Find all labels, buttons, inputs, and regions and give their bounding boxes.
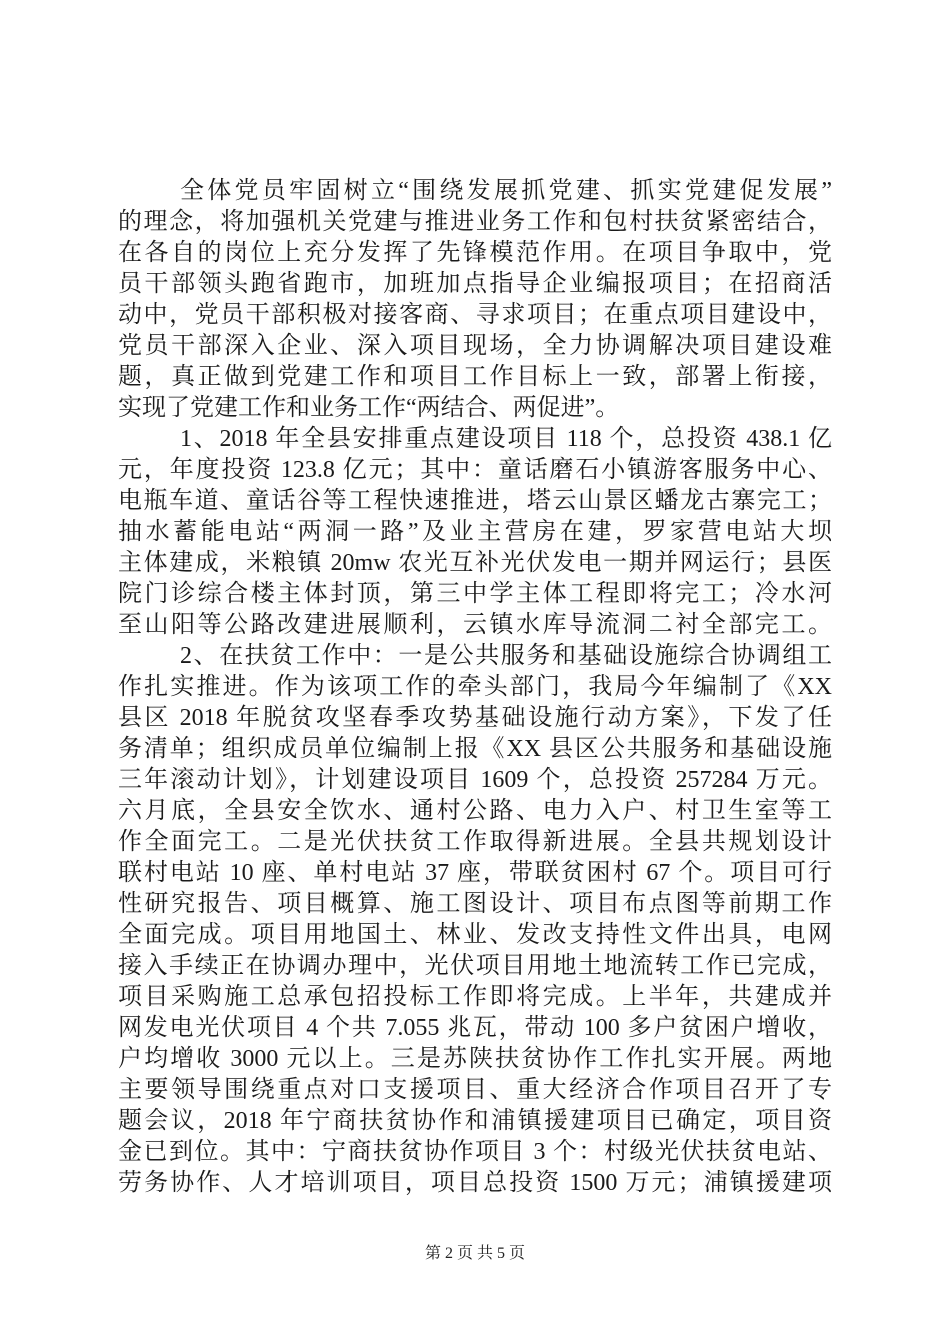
text-line: 金已到位。其中：宁商扶贫协作项目 3 个：村级光伏扶贫电站、: [118, 1139, 832, 1165]
text-line: 全体党员牢固树立“围绕发展抓党建、抓实党建促发展”: [180, 178, 832, 204]
text-line: 实现了党建工作和业务工作“两结合、两促进”。: [118, 395, 620, 421]
text-line: 全面完成。项目用地国土、林业、发改支持性文件出具，电网: [118, 922, 832, 948]
text-line: 题会议，2018 年宁商扶贫协作和浦镇援建项目已确定，项目资: [118, 1108, 832, 1134]
text-line: 的理念，将加强机关党建与推进业务工作和包村扶贫紧密结合，: [118, 209, 832, 235]
text-line: 联村电站 10 座、单村电站 37 座，带联贫困村 67 个。项目可行: [118, 860, 832, 886]
text-line: 项目采购施工总承包招投标工作即将完成。上半年，共建成并: [118, 984, 832, 1010]
text-line: 性研究报告、项目概算、施工图设计、项目布点图等前期工作: [118, 891, 832, 917]
text-line: 劳务协作、人才培训项目，项目总投资 1500 万元；浦镇援建项: [118, 1170, 832, 1196]
text-line: 三年滚动计划》，计划建设项目 1609 个，总投资 257284 万元。: [118, 767, 832, 793]
text-line: 电瓶车道、童话谷等工程快速推进，塔云山景区蟠龙古寨完工；: [118, 488, 832, 514]
text-line: 作全面完工。二是光伏扶贫工作取得新进展。全县共规划设计: [118, 829, 832, 855]
text-line: 员干部领头跑省跑市，加班加点指导企业编报项目；在招商活: [118, 271, 832, 297]
text-line: 务清单；组织成员单位编制上报《XX 县区公共服务和基础设施: [118, 736, 832, 762]
text-line: 作扎实推进。作为该项工作的牵头部门，我局今年编制了《XX: [118, 674, 832, 700]
text-line: 县区 2018 年脱贫攻坚春季攻势基础设施行动方案》，下发了任: [118, 705, 832, 731]
text-line: 元，年度投资 123.8 亿元；其中：童话磨石小镇游客服务中心、: [118, 457, 832, 483]
paragraph-party-building: [118, 176, 832, 424]
text-line: 六月底，全县安全饮水、通村公路、电力入户、村卫生室等工: [118, 798, 832, 824]
page-footer: 第 2 页 共 5 页: [424, 1245, 525, 1262]
text-line: 网发电光伏项目 4 个共 7.055 兆瓦，带动 100 多户贫困户增收，: [118, 1015, 832, 1041]
text-line: 主要领导围绕重点对口支援项目、重大经济合作项目召开了专: [118, 1077, 832, 1103]
text-line: 接入手续正在协调办理中，光伏项目用地土地流转工作已完成，: [118, 953, 832, 979]
paragraph-key-projects: [118, 424, 832, 641]
text-line: 主体建成，米粮镇 20mw 农光互补光伏发电一期并网运行；县医: [118, 550, 832, 576]
body-text: [118, 176, 832, 1199]
text-line: 党员干部深入企业、深入项目现场，全力协调解决项目建设难: [118, 333, 832, 359]
text-line: 1、2018 年全县安排重点建设项目 118 个，总投资 438.1 亿: [180, 426, 832, 452]
text-line: 动中，党员干部积极对接客商、寻求项目；在重点项目建设中，: [118, 302, 832, 328]
text-line: 院门诊综合楼主体封顶，第三中学主体工程即将完工；冷水河: [118, 581, 832, 607]
text-line: 题，真正做到党建工作和项目工作目标上一致，部署上衔接，: [118, 364, 832, 390]
paragraph-poverty-alleviation: [118, 641, 832, 1199]
text-line: 户均增收 3000 元以上。三是苏陕扶贫协作工作扎实开展。两地: [118, 1046, 832, 1072]
text-line: 2、在扶贫工作中：一是公共服务和基础设施综合协调组工: [180, 643, 832, 669]
text-line: 在各自的岗位上充分发挥了先锋模范作用。在项目争取中，党: [118, 240, 832, 266]
text-line: 抽水蓄能电站“两洞一路”及业主营房在建，罗家营电站大坝: [118, 519, 832, 545]
text-line: 至山阳等公路改建进展顺利，云镇水库导流洞二衬全部完工。: [118, 612, 832, 638]
